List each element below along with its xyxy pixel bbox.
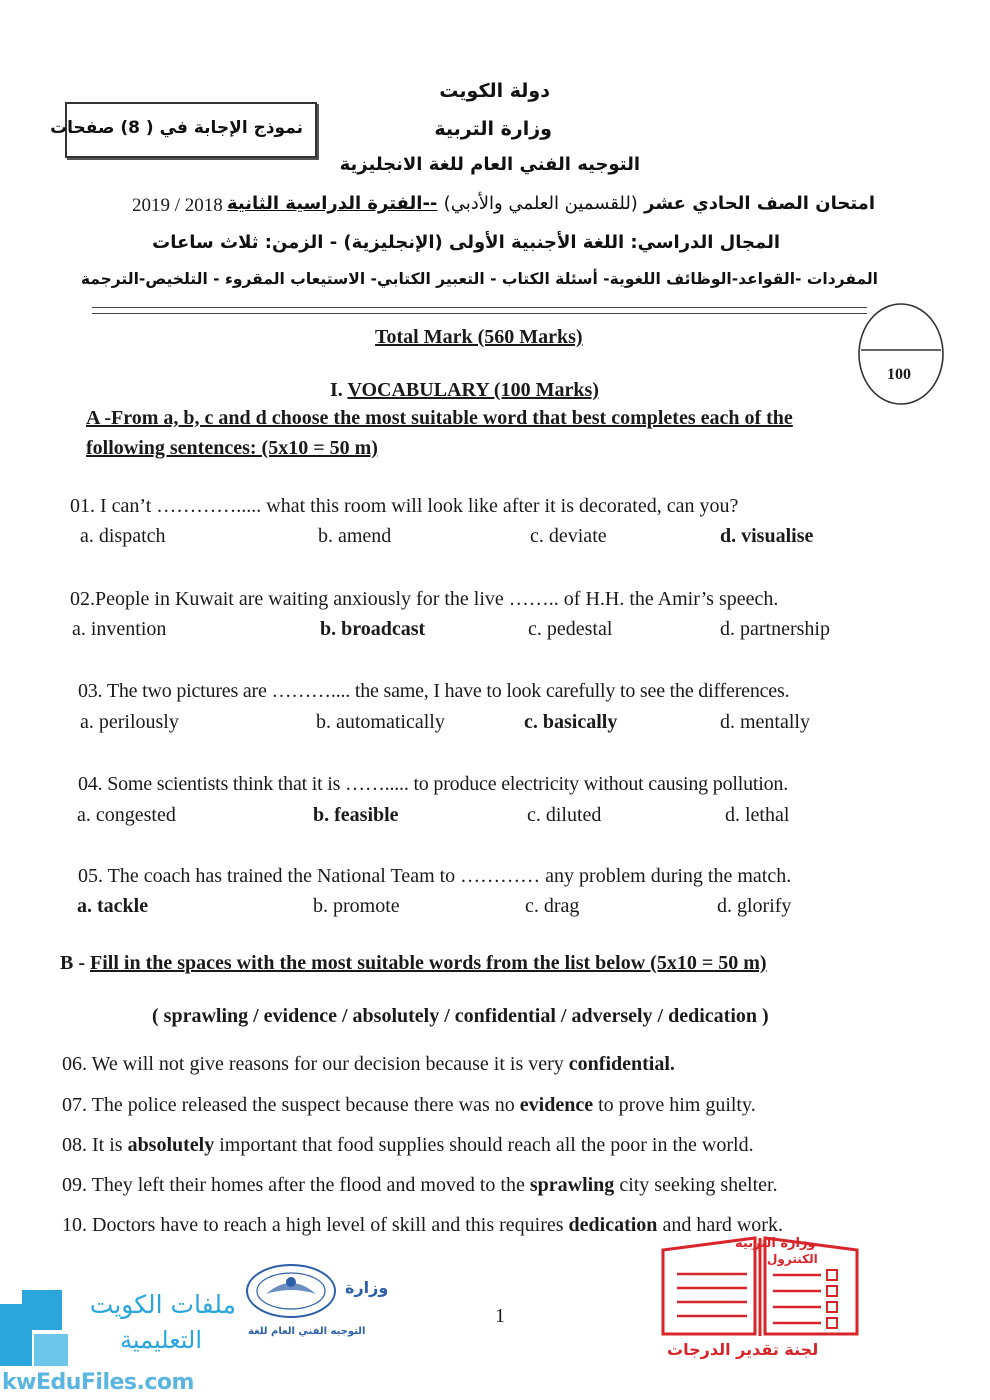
section-number: I. xyxy=(330,379,343,401)
stamp-line2: الكنترول xyxy=(767,1252,818,1266)
part-b-instruction xyxy=(60,952,767,975)
part-a-instruction-2: following sentences: (5x10 = 50 m) xyxy=(86,437,378,459)
sentence-text: important that food supplies should reach all the poor in the world. xyxy=(214,1134,754,1156)
sentence-answer: dedication xyxy=(568,1214,658,1236)
answer-model-box-text: نموذج الإجابة في ( 8) صفحات xyxy=(50,118,303,138)
option-b: b. promote xyxy=(313,895,400,917)
watermark-url: kwEduFiles.com xyxy=(2,1370,194,1395)
option-d-answer: d. visualise xyxy=(720,525,814,547)
sentence-answer: evidence xyxy=(519,1094,594,1116)
sentence-answer: confidential. xyxy=(568,1053,675,1075)
stamp-line3: لجنة تقدير الدرجات xyxy=(667,1340,819,1359)
sentence-text: 10. Doctors have to reach a high level of skill and this requires xyxy=(62,1214,569,1236)
exam-title-line xyxy=(227,193,875,214)
option-d: d. mentally xyxy=(720,711,810,733)
watermark-square-icon xyxy=(34,1334,68,1366)
question-stem: 04. Some scientists think that it is ……..... to produce electricity without causing pollution. xyxy=(78,773,788,795)
ministry-logo-caption: التوجيه الفني العام للغة xyxy=(248,1326,366,1337)
question-stem: 02.People in Kuwait are waiting anxiously for the live …….. of H.H. the Amir’s speech. xyxy=(70,588,779,610)
total-mark: Total Mark (560 Marks) xyxy=(375,326,583,348)
sentence-text: to prove him guilty. xyxy=(593,1094,756,1116)
question-stem: 01. I can’t …………..... what this room will look like after it is decorated, can you? xyxy=(70,495,739,517)
ministry-logo-text: وزارة xyxy=(345,1278,389,1297)
option-d: d. lethal xyxy=(725,804,790,826)
option-b: b. automatically xyxy=(316,711,445,733)
exam-title-term: --الفترة الدراسية الثانية xyxy=(226,193,438,214)
header-country: دولة الكويت xyxy=(439,80,550,102)
page-number: 1 xyxy=(495,1305,505,1327)
part-b-prefix: B - xyxy=(60,952,90,974)
subject-line: المجال الدراسي: اللغة الأجنبية الأولى (الإنجليزية) - الزمن: ثلاث ساعات xyxy=(152,232,780,253)
exam-title-sections: (للقسمين العلمي والأدبي) xyxy=(443,193,638,214)
option-c: c. drag xyxy=(525,895,580,917)
option-c: c. pedestal xyxy=(528,618,613,640)
score-circle xyxy=(855,300,947,410)
option-a-answer: a. tackle xyxy=(77,895,149,917)
option-c: c. diluted xyxy=(527,804,602,826)
sentence-answer: sprawling xyxy=(529,1174,615,1196)
watermark-square-icon xyxy=(0,1304,32,1366)
sentence-text: and hard work. xyxy=(657,1214,783,1236)
watermark-ar-line2: التعليمية xyxy=(120,1326,202,1354)
sentence-text: 07. The police released the suspect because there was no xyxy=(62,1094,520,1116)
option-d: d. partnership xyxy=(720,618,830,640)
sentence-text: 06. We will not give reasons for our decision because it is very xyxy=(62,1053,569,1075)
option-b-answer: b. feasible xyxy=(313,804,399,826)
section-title xyxy=(330,379,599,402)
sentence-text: 09. They left their homes after the flood and moved to the xyxy=(62,1174,530,1196)
exam-title-bold: امتحان الصف الحادي عشر xyxy=(644,193,875,214)
fill-sentence xyxy=(62,1094,756,1117)
option-a: a. dispatch xyxy=(80,525,166,547)
answer-model-box xyxy=(50,102,317,158)
part-b-word-list: ( sprawling / evidence / absolutely / confidential / adversely / dedication ) xyxy=(152,1005,769,1027)
fill-sentence xyxy=(62,1174,778,1197)
exam-year: 2019 / 2018 xyxy=(132,195,223,216)
option-b-answer: b. broadcast xyxy=(320,618,426,640)
ministry-emblem-icon xyxy=(244,1262,338,1320)
part-b-instruction-text: Fill in the spaces with the most suitable words from the list below (5x10 = 50 m) xyxy=(90,952,767,974)
question-stem: 05. The coach has trained the National Team to ………… any problem during the match. xyxy=(78,865,792,887)
sentence-answer: absolutely xyxy=(127,1134,215,1156)
score-circle-value: 100 xyxy=(887,366,911,383)
header-double-rule xyxy=(92,307,867,314)
question-stem: 03. The two pictures are ……….... the same, I have to look carefully to see the differences. xyxy=(78,680,790,702)
option-a: a. invention xyxy=(72,618,167,640)
option-c: c. deviate xyxy=(530,525,607,547)
option-a: a. congested xyxy=(77,804,176,826)
header-supervision: التوجيه الفني العام للغة الانجليزية xyxy=(339,154,640,175)
watermark-ar-line1: ملفات الكويت xyxy=(89,1290,236,1319)
part-a-instruction-1: A -From a, b, c and d choose the most suitable word that best completes each of the xyxy=(86,407,793,429)
control-stamp xyxy=(655,1230,865,1362)
fill-sentence xyxy=(62,1053,675,1076)
sentence-text: city seeking shelter. xyxy=(614,1174,778,1196)
stamp-line1: وزارة التربية xyxy=(735,1236,816,1251)
sentence-text: 08. It is xyxy=(62,1134,128,1156)
option-b: b. amend xyxy=(318,525,392,547)
header-ministry: وزارة التربية xyxy=(434,118,552,140)
option-a: a. perilously xyxy=(80,711,179,733)
watermark-logo xyxy=(0,1290,250,1400)
option-c-answer: c. basically xyxy=(524,711,618,733)
option-d: d. glorify xyxy=(717,895,792,917)
topics-line: المفردات -القواعد-الوظائف اللغوية- أسئلة الكتاب - التعبير الكتابي- الاستيعاب المقروء - التلخيص-الترجمة xyxy=(80,270,878,288)
fill-sentence xyxy=(62,1134,754,1157)
section-name: VOCABULARY (100 Marks) xyxy=(347,379,599,401)
